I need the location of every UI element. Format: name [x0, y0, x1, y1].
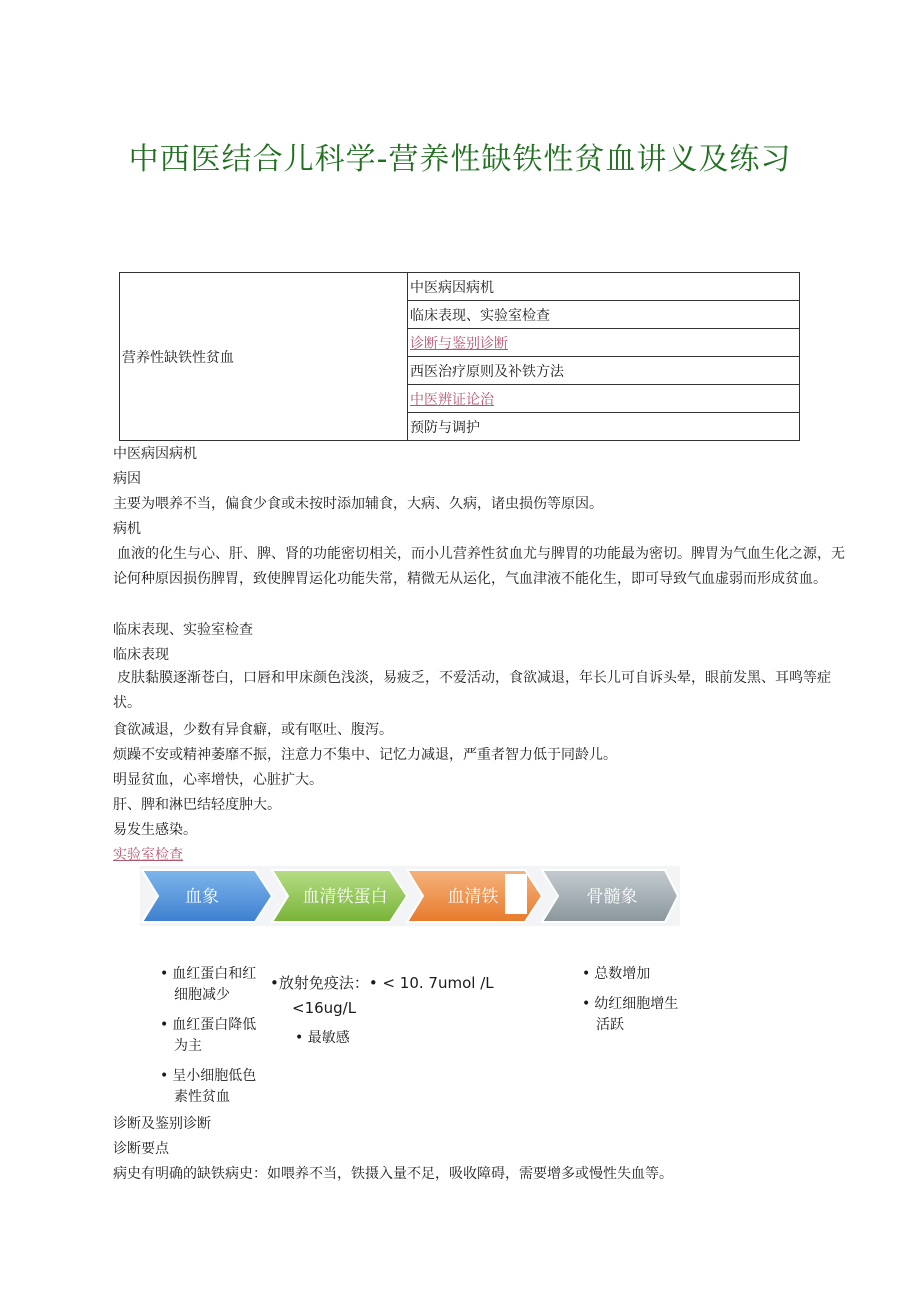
list-item: • 幼红细胞增生活跃: [582, 996, 679, 1033]
paragraph: 肝、脾和淋巴结轻度肿大。: [113, 797, 281, 813]
paragraph: 易发生感染。: [113, 822, 197, 838]
outline-item[interactable]: 预防与调护: [408, 413, 800, 441]
flow-step-label: 血清铁: [447, 887, 499, 907]
section-heading: 诊断及鉴别诊断: [113, 1116, 211, 1132]
section-heading: 中医病因病机: [113, 446, 197, 462]
flow-step-label: 血象: [185, 887, 219, 907]
paragraph: 烦躁不安或精神萎靡不振，注意力不集中、记忆力减退，严重者智力低于同龄儿。: [113, 747, 617, 763]
paragraph: 皮肤黏膜逐渐苍白，口唇和甲床颜色浅淡，易疲乏，不爱活动，食欲减退，年长儿可自诉头晕，眼前发黑、耳鸣等症状。: [113, 670, 831, 711]
lab-flow-banner: [140, 866, 680, 926]
section-heading: 临床表现、实验室检查: [113, 622, 253, 638]
flow-step-label: 骨髓象: [586, 887, 638, 907]
subheading: 病机: [113, 521, 141, 537]
paragraph: 明显贫血，心率增快，心脏扩大。: [113, 772, 323, 788]
list-item: • 血红蛋白降低为主: [160, 1017, 257, 1054]
flow-step-label: 血清铁蛋白: [302, 887, 388, 907]
ferritin-method: •放射免疫法：• < 10. 7umol /L: [270, 974, 494, 992]
outline-item[interactable]: 西医治疗原则及补铁方法: [408, 357, 800, 385]
paragraph: 食欲减退，少数有异食癖，或有呕吐、腹泻。: [113, 722, 393, 738]
list-item: • 呈小细胞低色素性贫血: [160, 1068, 257, 1105]
outline-item[interactable]: 中医病因病机: [408, 273, 800, 301]
outline-link-syndrome[interactable]: 中医辨证论治: [410, 391, 494, 408]
list-item: • 总数增加: [582, 966, 651, 982]
paragraph: 病史有明确的缺铁病史：如喂养不当，铁摄入量不足，吸收障碍，需要增多或慢性失血等。: [113, 1166, 673, 1182]
list-item: • 血红蛋白和红细胞减少: [160, 966, 257, 1003]
lab-exam-link[interactable]: 实验室检查: [113, 847, 183, 863]
outline-link-diagnosis[interactable]: 诊断与鉴别诊断: [410, 335, 508, 352]
paragraph: 主要为喂养不当，偏食少食或未按时添加辅食，大病、久病，诸虫损伤等原因。: [113, 496, 603, 512]
paragraph: 血液的化生与心、肝、脾、肾的功能密切相关，而小儿营养性贫血尤与脾胃的功能最为密切。脾胃为气血生化之源，无论何种原因损伤脾胃，致使脾胃运化功能失常，精微无从运化，气血津液不能化生，即可导致气血虚弱而形成贫血。: [113, 546, 845, 587]
subheading: 临床表现: [113, 647, 169, 663]
ferritin-note: • 最敏感: [295, 1030, 350, 1046]
blood-details: [160, 964, 260, 1117]
ferritin-value: <16ug/L: [292, 999, 357, 1017]
outline-topic: 营养性缺铁性贫血: [120, 273, 408, 441]
subheading: 病因: [113, 471, 141, 487]
marrow-details: [582, 964, 682, 1045]
page-title: 中西医结合儿科学-营养性缺铁性贫血讲义及练习: [128, 142, 792, 177]
outline-item[interactable]: 临床表现、实验室检查: [408, 301, 800, 329]
subheading: 诊断要点: [113, 1141, 169, 1157]
outline-table: [119, 272, 800, 441]
